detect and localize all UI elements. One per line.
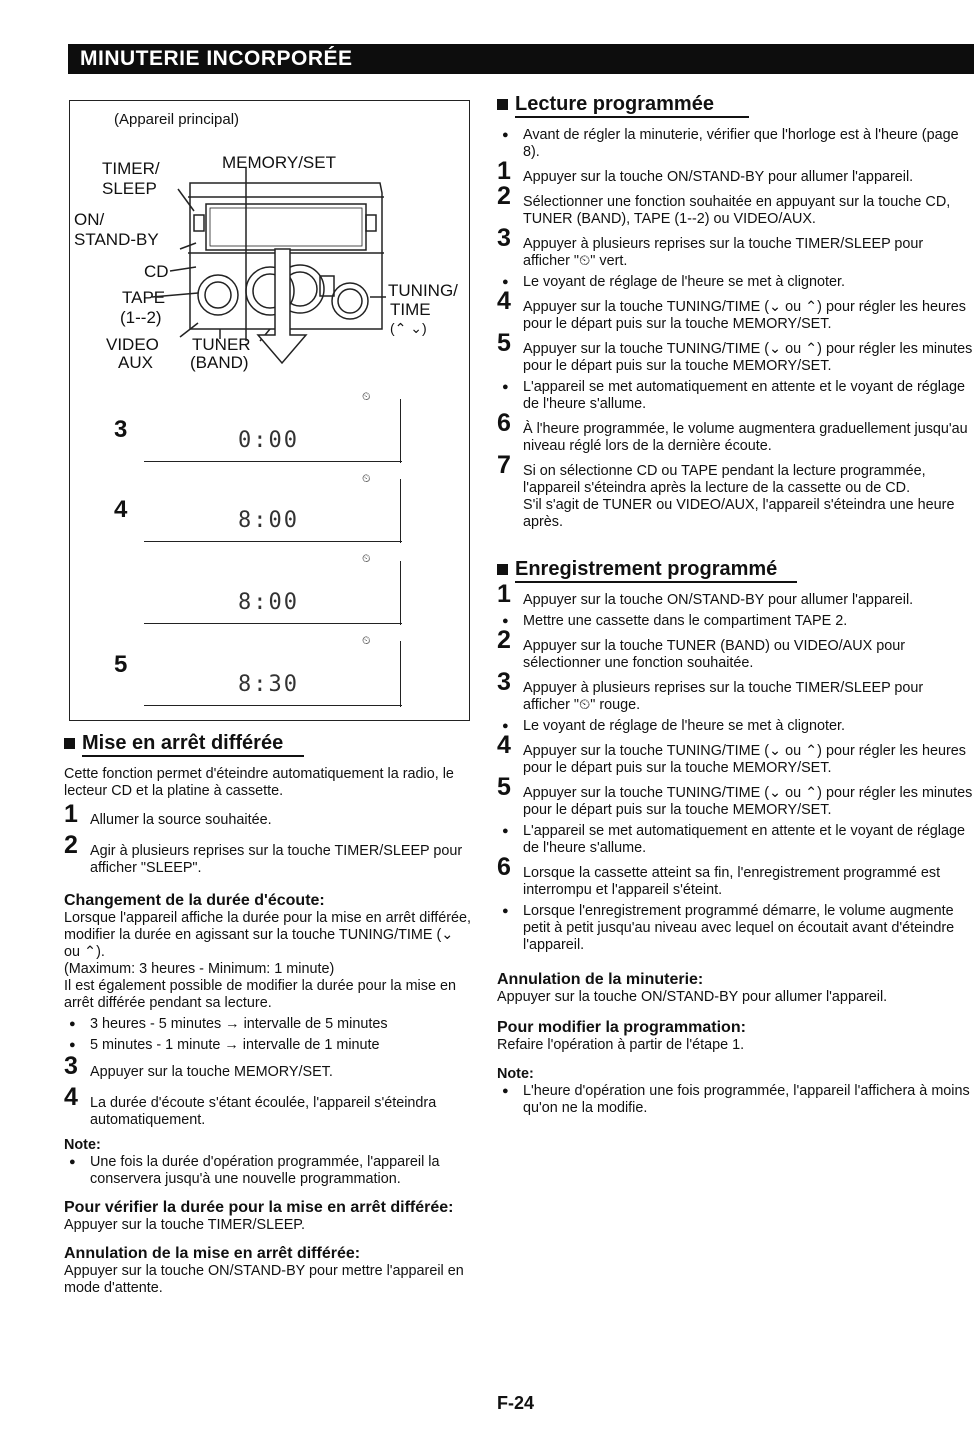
recording-steps [497, 580, 973, 954]
label-time: TIME [390, 300, 431, 319]
bullet-item: ● Le voyant de réglage de l'heure se met à clignoter. [497, 718, 973, 735]
display-time-readout: 8:00 [238, 508, 299, 533]
step-number: 3 [64, 1052, 78, 1080]
timer-clock-icon: ⏲ [362, 391, 371, 403]
step-text: Appuyer sur la touche ON/STAND-BY pour allumer l'appareil. [523, 592, 914, 608]
label-memory-set: MEMORY/SET [222, 153, 336, 172]
timer-clock-icon: ⏲ [362, 473, 371, 485]
label-tape: TAPE [122, 288, 166, 307]
step-text: La durée d'écoute s'étant écoulée, l'appareil s'éteindra automatiquement. [90, 1095, 437, 1128]
paragraph: Lorsque l'appareil affiche la durée pour la mise en arrêt différée, modifier la durée en agissant sur la touche TUNING/TIME (⌄ ou ⌃). [64, 910, 471, 960]
section-heading-text: Lecture programmée [515, 93, 714, 115]
step-item [497, 773, 973, 819]
page-number: F-24 [497, 1393, 535, 1413]
step-item [497, 224, 973, 270]
diagram-caption: (Appareil principal) [114, 111, 240, 128]
subheading: Pour modifier la programmation: [497, 1019, 746, 1036]
step-number: 6 [497, 853, 511, 881]
step-text: Appuyer sur la touche TUNING/TIME (⌄ ou ⌃) pour régler les minutes pour le départ puis sur la touche MEMORY/SET. [523, 785, 973, 818]
label-tuning: TUNING/ [388, 281, 458, 300]
right-column [497, 93, 973, 1117]
paragraph: Cette fonction permet d'éteindre automatiquement la radio, le lecteur CD et la platine à cassette. [64, 766, 454, 799]
step-text: Appuyer sur la touche ON/STAND-BY pour allumer l'appareil. [523, 169, 914, 185]
step-number: 6 [497, 409, 511, 437]
step-text: Appuyer sur la touche TUNING/TIME (⌄ ou ⌃) pour régler les heures pour le départ puis sur la touche MEMORY/SET. [523, 743, 966, 776]
step-item [497, 182, 973, 228]
device-diagram [69, 100, 470, 721]
step-text: Si on sélectionne CD ou TAPE pendant la lecture programmée, l'appareil s'éteindra après la lecture de la cassette ou de CD. [523, 463, 926, 496]
step-text: Agir à plusieurs reprises sur la touche TIMER/SLEEP pour afficher "SLEEP". [90, 843, 463, 876]
step-item [64, 831, 472, 877]
label-standby-line2: STAND-BY [74, 230, 159, 249]
step-number: 4 [64, 1083, 78, 1111]
step-item [497, 451, 973, 497]
paragraph: Appuyer sur la touche ON/STAND-BY pour allumer l'appareil. [497, 989, 888, 1005]
note-item: ● Une fois la durée d'opération programmée, l'appareil la conservera jusqu'à une nouvelle programmation. [64, 1154, 472, 1188]
step-number: 4 [497, 731, 511, 759]
display-baseline [144, 541, 402, 542]
step-number: 2 [497, 626, 511, 654]
section-bullet-square [497, 99, 508, 110]
display-time-readout: 0:00 [238, 428, 299, 453]
note-label: Note: [64, 1137, 101, 1153]
label-timer-line1: TIMER/ [102, 159, 160, 178]
step-number: 5 [497, 773, 511, 801]
label-band: (BAND) [190, 353, 249, 372]
note-label: Note: [497, 1066, 534, 1082]
step-item [497, 287, 973, 333]
step-number: 4 [497, 287, 511, 315]
bullet-item: ● Avant de régler la minuterie, vérifier que l'horloge est à l'heure (page 8). [497, 127, 973, 161]
bullet-item: ● Mettre une cassette dans le compartiment TAPE 2. [497, 613, 973, 630]
display-step-number: 4 [114, 496, 128, 523]
section-heading-text: Enregistrement programmé [515, 558, 778, 580]
bullet-item: ● L'appareil se met automatiquement en attente et le voyant de réglage de l'heure s'allume. [497, 823, 973, 857]
section-bullet-square [64, 738, 75, 749]
step-item [64, 1052, 472, 1081]
display-baseline [144, 705, 402, 706]
stereo-unit-drawing [70, 101, 471, 401]
step-number: 2 [64, 831, 78, 859]
step-item [64, 800, 472, 829]
label-sleep-line2: SLEEP [102, 179, 157, 198]
section-heading-text: Mise en arrêt différée [82, 732, 284, 754]
display-edge [400, 479, 401, 543]
paragraph: S'il s'agit de TUNER ou VIDEO/AUX, l'appareil s'éteindra une heure après. [523, 497, 955, 530]
heading-underline [515, 116, 749, 118]
step-number: 2 [497, 182, 511, 210]
step-item [497, 580, 973, 609]
display-baseline [144, 623, 402, 624]
display-edge [400, 399, 401, 463]
paragraph: Il est également possible de modifier la durée pour la mise en arrêt différée pendant sa lecture. [64, 978, 456, 1011]
left-column [64, 732, 472, 1297]
timer-clock-icon: ⏲ [362, 553, 371, 565]
step-number: 1 [497, 157, 511, 185]
timer-clock-icon: ⏲ [362, 635, 371, 647]
subheading: Annulation de la mise en arrêt différée: [64, 1245, 361, 1262]
step-text: Appuyer sur la touche TUNING/TIME (⌄ ou ⌃) pour régler les minutes pour le départ puis sur la touche MEMORY/SET. [523, 341, 973, 374]
step-number: 5 [497, 329, 511, 357]
step-number: 3 [497, 224, 511, 252]
step-number: 7 [497, 451, 511, 479]
lecture-steps [497, 127, 973, 531]
step-text: À l'heure programmée, le volume augmentera graduellement jusqu'au niveau réglé lors de la dernière écoute. [523, 421, 968, 454]
bullet-item: ● 3 heures - 5 minutes → intervalle de 5 minutes [64, 1016, 472, 1033]
display-step-number: 5 [114, 651, 128, 678]
heading-underline [82, 755, 304, 757]
step-text: Appuyer à plusieurs reprises sur la touche TIMER/SLEEP pour afficher "⏲" rouge. [523, 680, 924, 713]
display-baseline [144, 461, 402, 462]
section-title: MINUTERIE INCORPORÉE [80, 47, 353, 70]
bullet-item: ● Le voyant de réglage de l'heure se met à clignoter. [497, 274, 973, 291]
step-item [64, 1083, 472, 1129]
section-heading [497, 93, 973, 115]
subheading: Pour vérifier la durée pour la mise en arrêt différée: [64, 1199, 454, 1216]
step-text: Appuyer sur la touche TUNING/TIME (⌄ ou ⌃) pour régler les heures pour le départ puis sur la touche MEMORY/SET. [523, 299, 966, 332]
step-number: 1 [497, 580, 511, 608]
paragraph: Appuyer sur la touche ON/STAND-BY pour mettre l'appareil en mode d'attente. [64, 1263, 464, 1296]
label-on-line1: ON/ [74, 210, 105, 229]
step-number: 3 [497, 668, 511, 696]
step-item [497, 626, 973, 672]
bullet-item: ● 5 minutes - 1 minute → intervalle de 1 minute [64, 1037, 472, 1054]
section-heading [64, 732, 472, 754]
step-item [497, 731, 973, 777]
step-item [497, 157, 973, 186]
bullet-item: ● L'appareil se met automatiquement en attente et le voyant de réglage de l'heure s'allume. [497, 379, 973, 413]
paragraph: (Maximum: 3 heures - Minimum: 1 minute) [64, 961, 335, 977]
display-edge [400, 641, 401, 707]
section-heading [497, 558, 973, 580]
heading-underline [515, 581, 797, 583]
step-text: Appuyer à plusieurs reprises sur la touche TIMER/SLEEP pour afficher "⏲" vert. [523, 236, 924, 269]
display-step-number: 3 [114, 416, 128, 443]
step-text: Lorsque la cassette atteint sa fin, l'enregistrement programmé est interrompu et l'appareil s'éteint. [523, 865, 941, 898]
step-item [497, 329, 973, 375]
paragraph: Refaire l'opération à partir de l'étape 1. [497, 1037, 745, 1053]
label-up-down-arrows: (⌃ ⌄) [390, 320, 427, 336]
display-time-readout: 8:30 [238, 672, 299, 697]
note-item: ● L'heure d'opération une fois programmée, l'appareil l'affichera à moins qu'on ne la modifie. [497, 1083, 973, 1117]
step-number: 1 [64, 800, 78, 828]
display-time-readout: 8:00 [238, 590, 299, 615]
label-aux: AUX [118, 353, 153, 372]
label-tuner: TUNER [192, 335, 251, 354]
label-tape-number: (1--2) [120, 308, 162, 327]
paragraph: Appuyer sur la touche TIMER/SLEEP. [64, 1217, 306, 1233]
bullet-item: ● Lorsque l'enregistrement programmé démarre, le volume augmente petit à petit jusqu'au niveau avec lequel on écoutait avant d'éteindre l'appareil. [497, 903, 973, 954]
section-header-bar [68, 44, 974, 74]
step-item [497, 409, 973, 455]
label-cd: CD [144, 262, 169, 281]
step-item [497, 668, 973, 714]
step-text: Allumer la source souhaitée. [90, 812, 272, 828]
step-item [497, 853, 973, 899]
subheading: Annulation de la minuterie: [497, 971, 704, 988]
section-bullet-square [497, 564, 508, 575]
subheading: Changement de la durée d'écoute: [64, 892, 325, 909]
step-text: Sélectionner une fonction souhaitée en appuyant sur la touche CD, TUNER (BAND), TAPE (1--2) ou VIDEO/AUX. [523, 194, 951, 227]
step-text: Appuyer sur la touche TUNER (BAND) ou VIDEO/AUX pour sélectionner une fonction souhaitée. [523, 638, 906, 671]
step-text: Appuyer sur la touche MEMORY/SET. [90, 1064, 333, 1080]
label-video: VIDEO [106, 335, 159, 354]
display-edge [400, 561, 401, 625]
